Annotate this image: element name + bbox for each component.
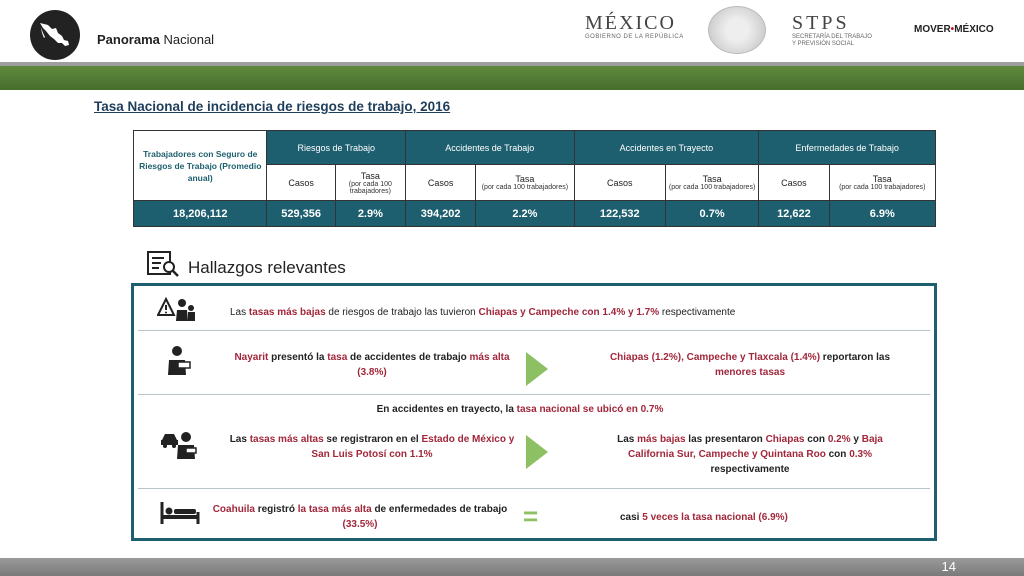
workers-header: Trabajadores con Seguro de Riesgos de Trabajo (Promedio anual)	[134, 131, 267, 201]
finding-row3-left: Las tasas más altas se registraron en el Estado de México y San Luis Potosí con 1.1%	[229, 434, 515, 460]
trayecto-tasa: 0.7%	[665, 201, 758, 227]
finding-row2-left: Nayarit presentó la tasa de accidentes de trabajo más alta (3.8%)	[234, 352, 510, 378]
group-header-trayecto: Accidentes en Trayecto	[574, 131, 759, 165]
col-casos: Casos	[267, 165, 335, 201]
injured-worker-icon	[165, 345, 193, 377]
enfermedades-casos: 12,622	[759, 201, 829, 227]
footer-bar	[0, 558, 1024, 576]
accidentes-tasa: 2.2%	[476, 201, 574, 227]
header	[0, 0, 1024, 62]
row-divider	[138, 488, 930, 489]
col-tasa: Tasa (por cada 100 trabajadores)	[829, 165, 935, 201]
finding-row4-right: casi 5 veces la tasa nacional (6.9%)	[620, 512, 788, 523]
page-title: Tasa Nacional de incidencia de riesgos de trabajo, 2016	[94, 99, 451, 114]
riesgos-tasa: 2.9%	[335, 201, 405, 227]
green-band	[0, 66, 1024, 90]
national-seal-icon	[708, 6, 766, 54]
findings-title: Hallazgos relevantes	[188, 258, 346, 277]
warning-workers-icon	[157, 297, 197, 323]
page-number: 14	[941, 559, 956, 574]
finding-row1: Las tasas más bajas de riesgos de trabajo las tuvieron Chiapas y Campeche con 1.4% y 1.7% respectivamente	[230, 307, 736, 318]
report-search-icon	[147, 250, 179, 278]
group-header-accidentes: Accidentes de Trabajo	[405, 131, 574, 165]
finding-row3-center: En accidentes en trayecto, la tasa nacional se ubicó en 0.7%	[376, 404, 664, 415]
stps-logo: STPS SECRETARÍA DEL TRABAJO Y PREVISIÓN SOCIAL	[792, 12, 872, 47]
enfermedades-tasa: 6.9%	[829, 201, 935, 227]
col-casos: Casos	[759, 165, 829, 201]
accidentes-casos: 394,202	[405, 201, 475, 227]
col-casos: Casos	[405, 165, 475, 201]
finding-row2-right: Chiapas (1.2%), Campeche y Tlaxcala (1.4%) reportaron las menores tasas	[609, 352, 891, 378]
workers-value: 18,206,112	[134, 201, 267, 227]
row-divider	[138, 330, 930, 331]
col-casos: Casos	[574, 165, 665, 201]
commute-accident-icon	[160, 428, 198, 460]
col-tasa: Tasa (por cada 100 trabajadores)	[476, 165, 574, 201]
finding-row4-left: Coahuila registró la tasa más alta de enfermedades de trabajo (33.5%)	[212, 504, 508, 530]
trayecto-casos: 122,532	[574, 201, 665, 227]
mover-mexico-logo: MOVER • MÉXICO	[914, 24, 994, 35]
section-title: Panorama Nacional	[97, 32, 215, 47]
group-header-riesgos: Riesgos de Trabajo	[267, 131, 406, 165]
finding-row3-right: Las más bajas las presentaron Chiapas con 0.2% y Baja California Sur, Campeche y Quintana Roo con 0.3% respectivamente	[617, 434, 883, 475]
equals-sign: =	[523, 501, 539, 531]
col-tasa: Tasa (por cada 100 trabajadores)	[665, 165, 758, 201]
mexico-map-icon	[38, 19, 72, 51]
hospital-bed-icon	[160, 500, 200, 526]
col-tasa: Tasa (por cada 100 trabajadores)	[335, 165, 405, 201]
chevron-right-icon	[526, 435, 548, 469]
row-divider	[138, 394, 930, 395]
chevron-right-icon	[526, 352, 548, 386]
gobierno-mexico-logo: MÉXICO GOBIERNO DE LA REPÚBLICA	[585, 12, 684, 40]
riesgos-casos: 529,356	[267, 201, 335, 227]
group-header-enfermedades: Enfermedades de Trabajo	[759, 131, 936, 165]
mexico-map-logo	[30, 10, 80, 60]
rates-table	[133, 130, 936, 227]
